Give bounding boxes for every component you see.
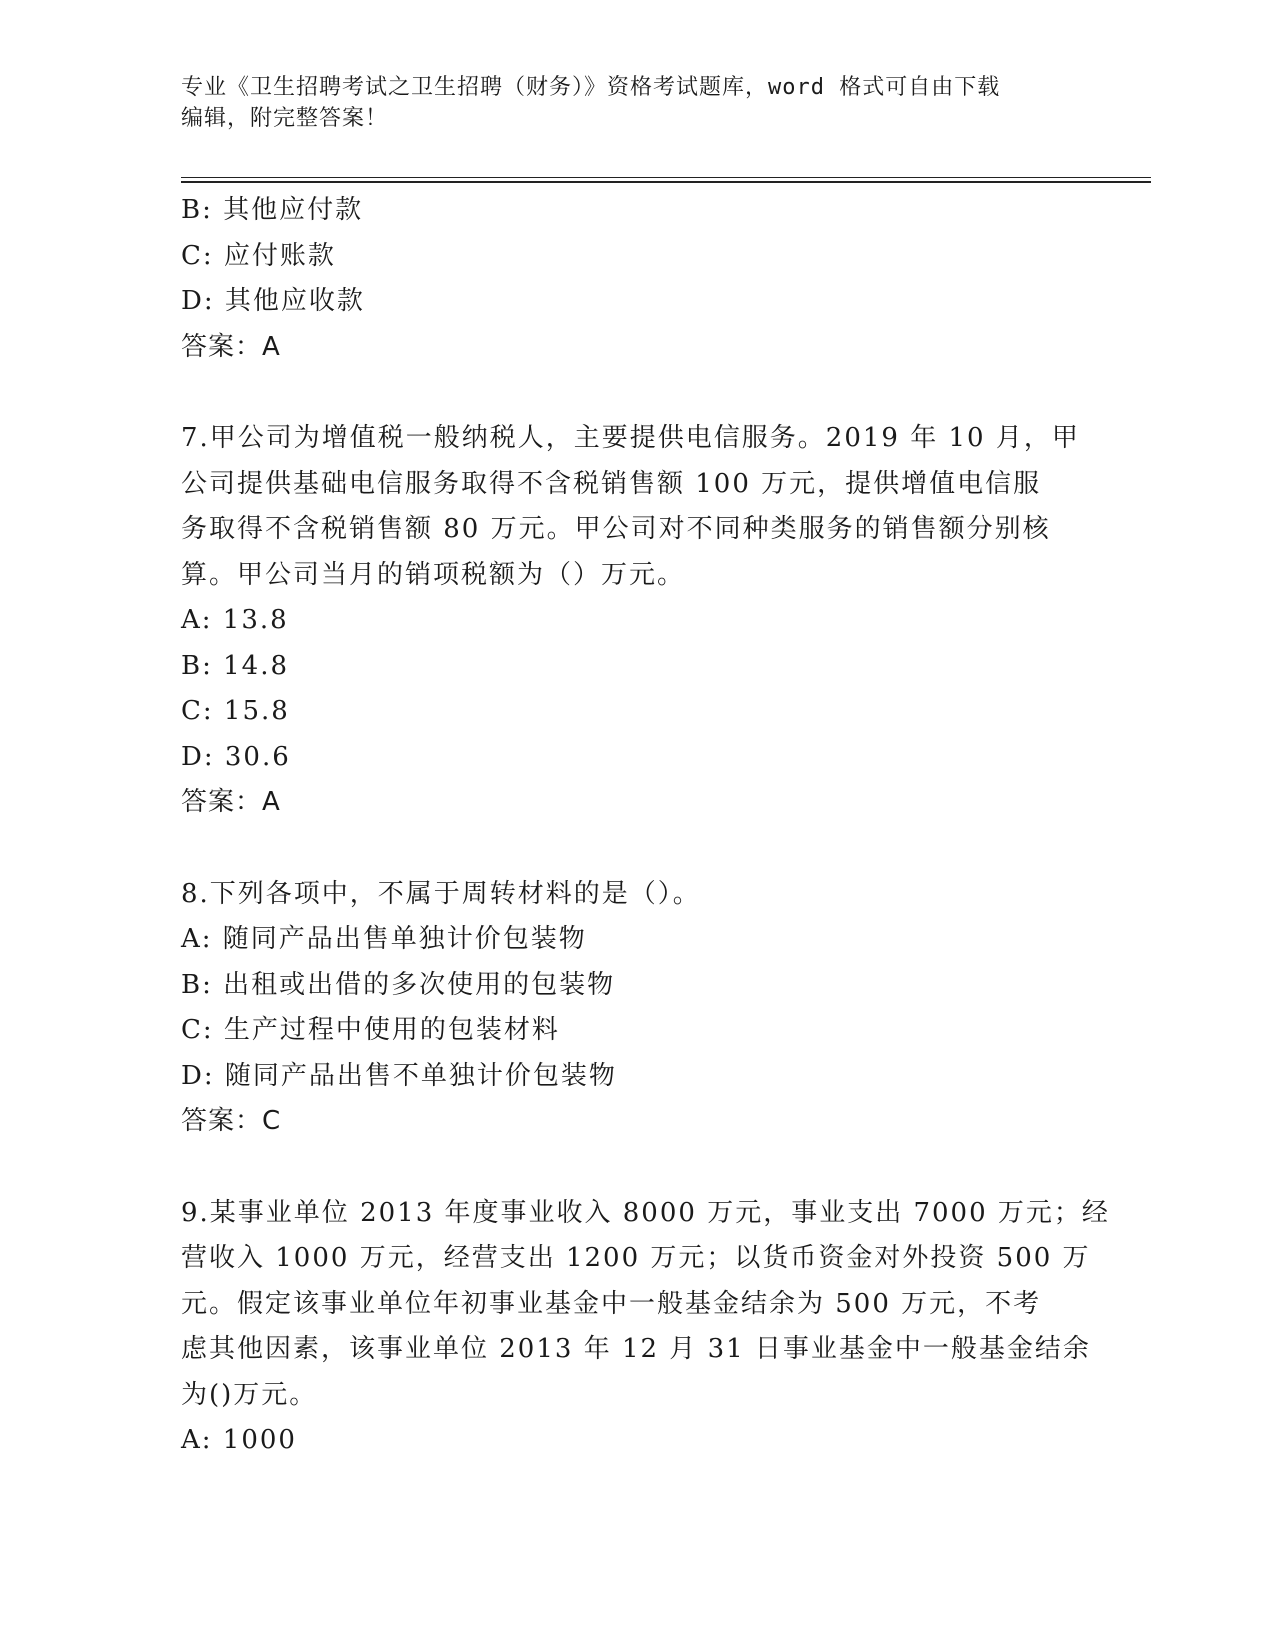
q7-option-c: C: 15.8 (181, 696, 290, 726)
q9-text-line: 营收入 1000 万元，经营支出 1200 万元；以货币资金对外投资 500 万 (181, 1243, 1091, 1273)
q6-answer: 答案：A (181, 331, 281, 362)
q6-option-b: B: 其他应付款 (181, 195, 364, 225)
q7-text-line: 公司提供基础电信服务取得不含税销售额 100 万元，提供增值电信服 (181, 468, 1042, 499)
question-6-tail (181, 188, 1071, 370)
q6-option-c: C: 应付账款 (181, 240, 336, 271)
q8-answer: 答案：C (181, 1106, 282, 1136)
header-line-2: 编辑，附完整答案！ (181, 106, 389, 131)
q6-option-d: D: 其他应收款 (181, 286, 365, 316)
q7-answer: 答案：A (181, 787, 281, 817)
question-9 (181, 1191, 1110, 1464)
q9-text-line: 9.某事业单位 2013 年度事业收入 8000 万元，事业支出 7000 万元；经 (181, 1197, 1110, 1228)
q8-option-a: A: 随同产品出售单独计价包装物 (181, 924, 587, 954)
q8-option-b: B: 出租或出借的多次使用的包装物 (181, 969, 616, 1000)
q9-text-line: 为()万元。 (181, 1379, 318, 1410)
header-divider-thin (181, 177, 1151, 178)
q8-option-d: D: 随同产品出售不单独计价包装物 (181, 1060, 617, 1091)
q9-text (181, 1191, 1110, 1419)
spacer (181, 826, 1071, 872)
q8-text: 8.下列各项中，不属于周转材料的是（）。 (181, 878, 701, 909)
q7-text-line: 务取得不含税销售额 80 万元。甲公司对不同种类服务的销售额分别核 (181, 514, 1051, 544)
header-line-1: 专业《卫生招聘考试之卫生招聘（财务）》资格考试题库，word 格式可自由下载 (181, 75, 1001, 100)
q9-text-line: 元。假定该事业单位年初事业基金中一般基金结余为 500 万元，不考 (181, 1288, 1042, 1319)
q9-text-line: 虑其他因素，该事业单位 2013 年 12 月 31 日事业基金中一般基金结余 (181, 1334, 1091, 1364)
document-header (181, 72, 1061, 134)
question-content (181, 188, 1110, 1464)
q7-option-a: A: 13.8 (181, 605, 289, 635)
header-divider-thick (181, 181, 1151, 183)
question-7 (181, 416, 1080, 826)
q7-option-d: D: 30.6 (181, 741, 291, 772)
q8-option-c: C: 生产过程中使用的包装材料 (181, 1015, 560, 1045)
spacer (181, 1145, 1071, 1191)
q7-text-line: 算。甲公司当月的销项税额为（）万元。 (181, 559, 686, 590)
spacer (181, 370, 1071, 416)
q7-text-line: 7.甲公司为增值税一般纳税人，主要提供电信服务。2019 年 10 月，甲 (181, 423, 1080, 453)
q7-option-b: B: 14.8 (181, 650, 290, 681)
question-8 (181, 872, 1071, 1145)
q7-text (181, 416, 1080, 598)
q9-option-a: A: 1000 (181, 1425, 297, 1455)
